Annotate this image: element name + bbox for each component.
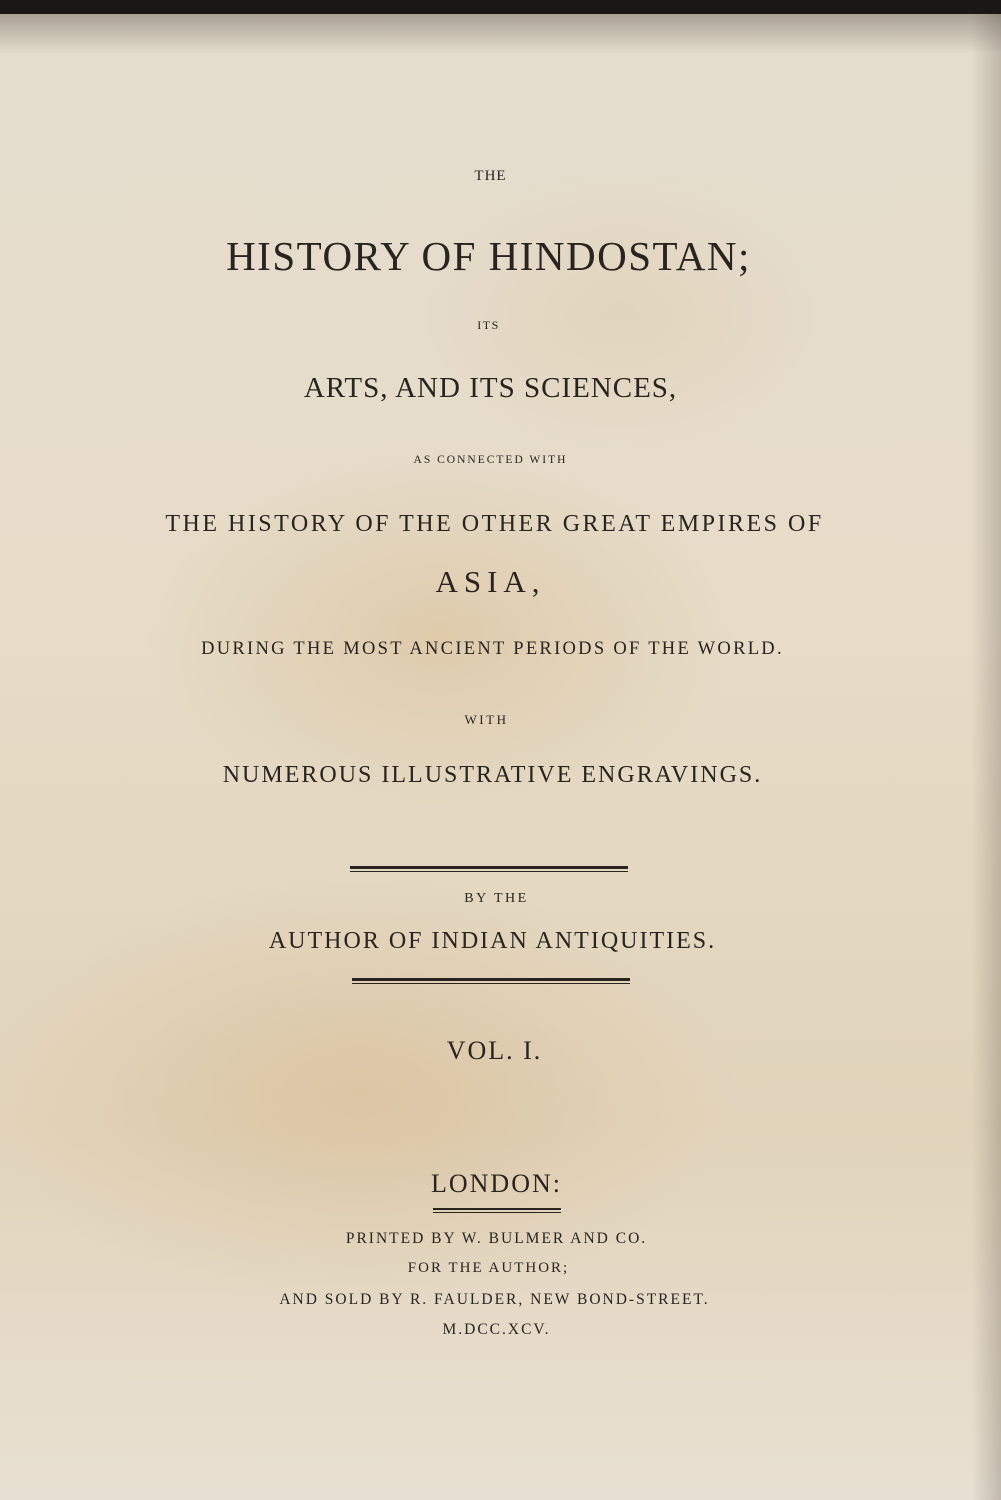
double-rule-upper (350, 866, 628, 872)
publication-date: M.DCC.XCV. (442, 1321, 551, 1338)
by-the-line: BY THE (464, 891, 529, 906)
with-line: WITH (464, 712, 509, 727)
title-page (0, 14, 1001, 1500)
asia-line: ASIA, (435, 564, 546, 599)
engravings-line: NUMEROUS ILLUSTRATIVE ENGRAVINGS. (222, 762, 763, 788)
seller-line: AND SOLD BY R. FAULDER, NEW BOND-STREET. (279, 1291, 710, 1308)
page-top-shadow (0, 14, 1001, 54)
volume-number: VOL. I. (446, 1036, 543, 1065)
ancient-periods-line: DURING THE MOST ANCIENT PERIODS OF THE WORLD. (201, 639, 784, 659)
printer-line: PRINTED BY W. BULMER AND CO. (345, 1230, 648, 1247)
book-title: HISTORY OF HINDOSTAN; (226, 233, 751, 279)
imprint-rule (433, 1208, 561, 1213)
title-article: THE (474, 168, 507, 184)
its-line: ITS (477, 318, 500, 332)
for-author-line: FOR THE AUTHOR; (407, 1260, 570, 1276)
author-line: AUTHOR OF INDIAN ANTIQUITIES. (268, 928, 717, 954)
imprint-city: LONDON: (431, 1169, 562, 1198)
history-other-empires-line: THE HISTORY OF THE OTHER GREAT EMPIRES OF (165, 511, 824, 537)
subtitle-arts-sciences: ARTS, AND ITS SCIENCES, (303, 372, 678, 404)
double-rule-lower (352, 978, 630, 984)
connected-with-line: AS CONNECTED WITH (413, 454, 568, 466)
